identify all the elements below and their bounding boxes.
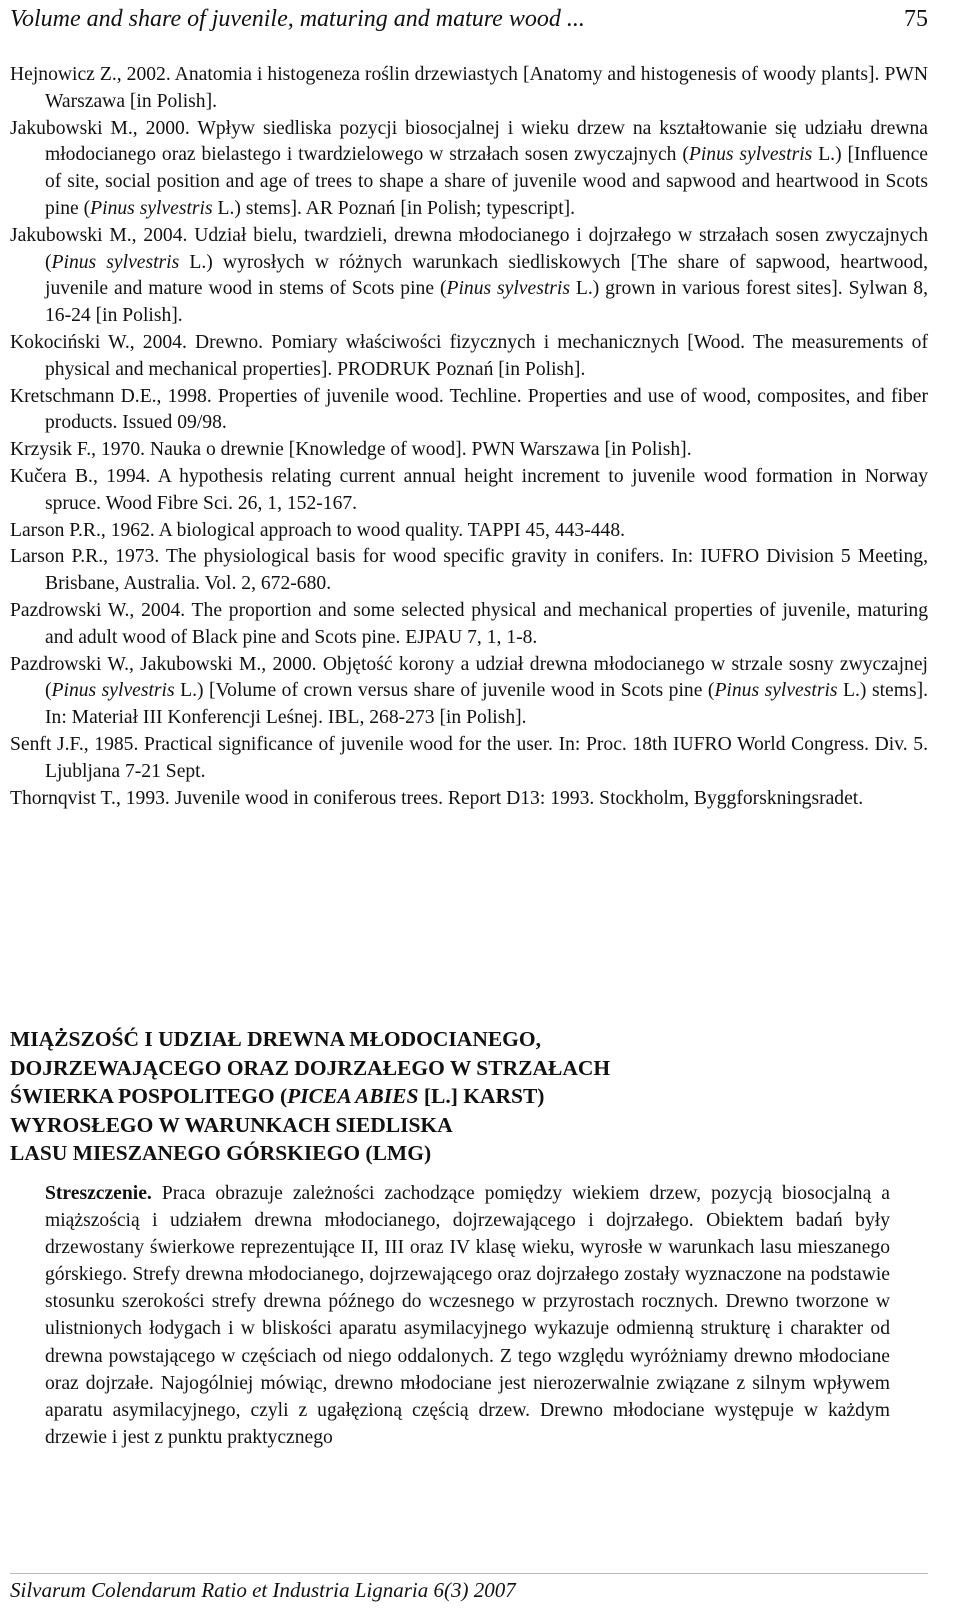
page-number: 75	[904, 6, 928, 32]
title-line: WYROSŁEGO W WARUNKACH SIEDLISKA	[10, 1112, 453, 1137]
abstract	[45, 1180, 890, 1451]
reference-item: Jakubowski M., 2004. Udział bielu, twardzieli, drewna młodocianego i dojrzałego w strzałach sosen zwyczajnych (Pinus sylvestris L.) wyrosłych w różnych warunkach siedliskowych [The share of sapwood, heartwood, juvenile and mature wood in stems of Scots pine (Pinus sylvestris L.) grown in various forest sites]. Sylwan 8, 16-24 [in Polish].	[10, 224, 928, 327]
reference-item: Jakubowski M., 2000. Wpływ siedliska pozycji biosocjalnej i wieku drzew na kształtowanie się udziału drewna młodocianego oraz bielastego i twardzielowego w strzałach sosen zwyczajnych (Pinus sylvestris L.) [Influence of site, social position and age of trees to shape a share of juvenile wood and sapwood and heartwood in Scots pine (Pinus sylvestris L.) stems]. AR Poznań [in Polish; typescript].	[10, 117, 928, 219]
reference-item: Kretschmann D.E., 1998. Properties of juvenile wood. Techline. Properties and use of wood, composites, and fiber products. Issued 09/98.	[10, 385, 928, 434]
article-title	[10, 1025, 910, 1168]
reference-item: Kučera B., 1994. A hypothesis relating current annual height increment to juvenile wood formation in Norway spruce. Wood Fibre Sci. 26, 1, 152-167.	[10, 465, 928, 514]
running-header	[10, 4, 928, 34]
journal-footer: Silvarum Colendarum Ratio et Industria Lignaria 6(3) 2007	[10, 1578, 516, 1602]
title-line: LASU MIESZANEGO GÓRSKIEGO (LMG)	[10, 1141, 432, 1165]
running-title: Volume and share of juvenile, maturing and mature wood ...	[10, 6, 585, 32]
reference-item: Pazdrowski W., 2004. The proportion and some selected physical and mechanical properties of juvenile, maturing and adult wood of Black pine and Scots pine. EJPAU 7, 1, 1-8.	[10, 599, 928, 648]
title-line: ŚWIERKA POSPOLITEGO (PICEA ABIES [L.] KARST)	[10, 1084, 545, 1108]
reference-item: Larson P.R., 1962. A biological approach to wood quality. TAPPI 45, 443-448.	[10, 519, 626, 541]
title-line: DOJRZEWAJĄCEGO ORAZ DOJRZAŁEGO W STRZAŁACH	[10, 1055, 611, 1080]
reference-item: Larson P.R., 1973. The physiological basis for wood specific gravity in conifers. In: IUFRO Division 5 Meeting, Brisbane, Australia. Vol. 2, 672-680.	[10, 546, 928, 595]
footer-divider	[10, 1573, 928, 1574]
reference-item: Kokociński W., 2004. Drewno. Pomiary właściwości fizycznych i mechanicznych [Wood. The measurements of physical and mechanical properties]. PRODRUK Poznań [in Polish].	[10, 331, 928, 380]
reference-item: Pazdrowski W., Jakubowski M., 2000. Objętość korony a udział drewna młodocianego w strzale sosny zwyczajnej (Pinus sylvestris L.) [Volume of crown versus share of juvenile wood in Scots pine (Pinus sylvestris L.) stems]. In: Materiał III Konferencji Leśnej. IBL, 268-273 [in Polish].	[10, 653, 929, 729]
reference-list	[10, 62, 928, 812]
reference-item: Thornqvist T., 1993. Juvenile wood in coniferous trees. Report D13: 1993. Stockholm, Byggforskningsradet.	[10, 787, 864, 809]
reference-item: Senft J.F., 1985. Practical significance of juvenile wood for the user. In: Proc. 18th IUFRO World Congress. Div. 5. Ljubljana 7-21 Sept.	[10, 733, 928, 782]
abstract-label: Streszczenie.	[45, 1183, 152, 1204]
reference-item: Krzysik F., 1970. Nauka o drewnie [Knowledge of wood]. PWN Warszawa [in Polish].	[10, 439, 692, 461]
title-line: MIĄŻSZOŚĆ I UDZIAŁ DREWNA MŁODOCIANEGO,	[10, 1027, 542, 1051]
reference-item: Hejnowicz Z., 2002. Anatomia i histogeneza roślin drzewiastych [Anatomy and histogenesis of woody plants]. PWN Warszawa [in Polish].	[10, 64, 928, 112]
abstract-text: Praca obrazuje zależności zachodzące pomiędzy wiekiem drzew, pozycją biosocjalną a miąższością i udziałem drewna młodocianego, dojrzewającego i dojrzałego. Obiektem badań były drzewostany świerkowe reprezentujące II, III oraz IV klasę wieku, wyrosłe w warunkach lasu mieszanego górskiego. Strefy drewna młodocianego, dojrzewającego oraz dojrzałego zostały wyznaczone na podstawie stosunku szerokości strefy drewna późnego do wczesnego w przyrostach rocznych. Drewno tworzone w ulistnionych łodygach i w bliskości aparatu asymilacyjnego wykazuje odmienną strukturę i charakter od drewna powstającego w częściach od niego oddalonych. Z tego względu wyróżniamy drewno młodociane oraz dojrzałe. Najogólniej mówiąc, drewno młodociane jest nierozerwalnie związane z silnym wpływem aparatu asymilacyjnego, czyli z ugałęzioną częścią drzew. Drewno młodociane występuje w każdym drzewie i jest z punktu praktycznego	[45, 1183, 890, 1448]
